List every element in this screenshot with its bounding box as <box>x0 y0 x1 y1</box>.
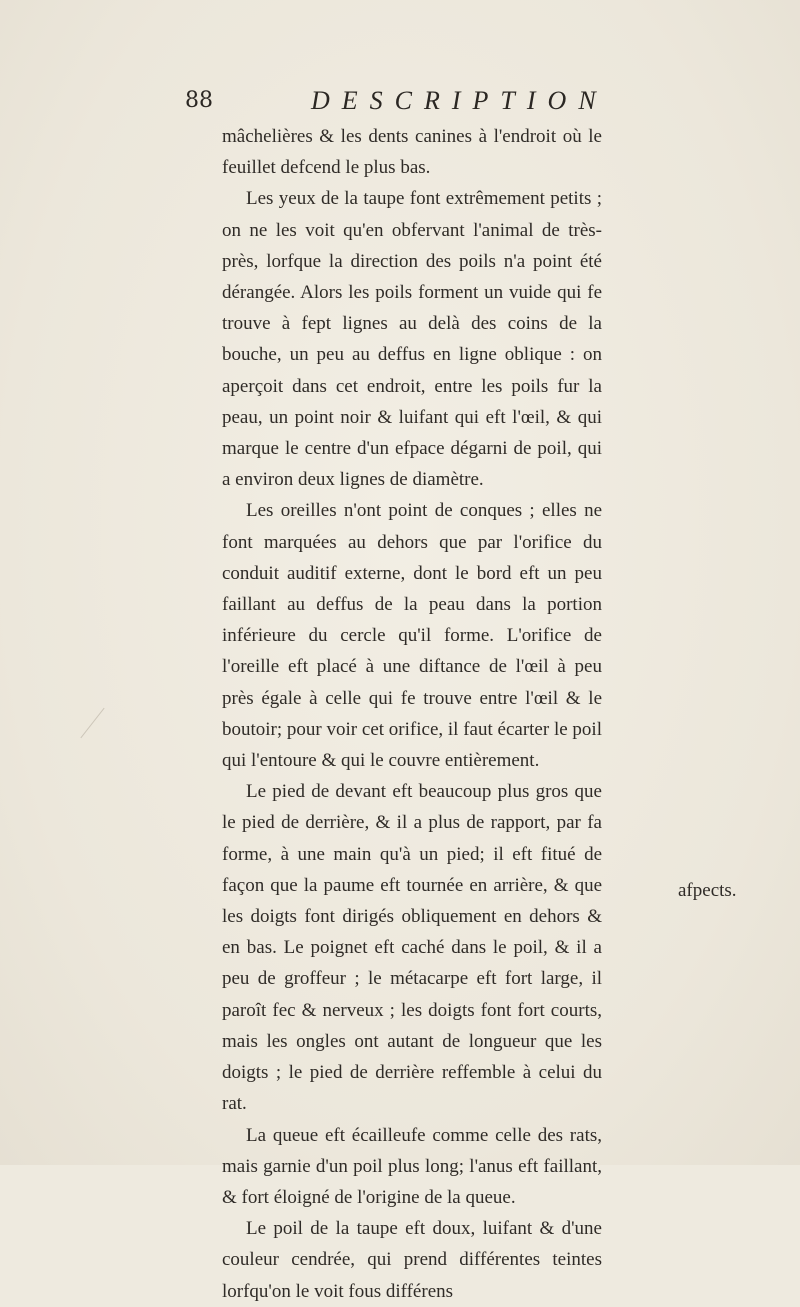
paragraph-fur: Le poil de la taupe eft doux, luifant & d'une couleur cendrée, qui prend différentes teintes lorfqu'on le voit fous différens <box>222 1218 602 1302</box>
paragraph-ears: Les oreilles n'ont point de conques ; elles ne font marquées au dehors que par l'orifice du conduit auditif externe, dont le bord eft un peu faillant au deffus de la peau dans la portion inférieure du cercle qu'il forme. L'orifice de l'oreille eft placé à une diftance de l'œil à peu près égale à celle qui fe trouve entre l'œil & le boutoir; pour voir cet orifice, il faut écarter le poil qui l'entoure & qui le couvre entièrement. <box>222 500 602 772</box>
paragraph-tail: La queue eft écailleufe comme celle des rats, mais garnie d'un poil plus long; l'anus eft faillant, & fort éloigné de l'origine de la queue. <box>222 1124 602 1208</box>
page-number: 88 <box>185 88 213 113</box>
catchword: afpects. <box>678 880 737 901</box>
paragraph-feet: Le pied de devant eft beaucoup plus gros que le pied de derrière, & il a plus de rapport, par fa forme, à une main qu'à un pied; il eft fitué de façon que la paume eft tournée en arrière, & que les doigts font dirigés obliquement en dehors & en bas. Le poignet eft caché dans le poil, & il a peu de groffeur ; le métacarpe eft fort large, il paroît fec & nerveux ; les doigts font fort courts, mais les ongles ont autant de longueur que les doigts ; le pied de derrière reffemble à celui du rat. <box>222 781 602 1115</box>
running-title: DESCRIPTION <box>311 86 608 115</box>
paragraph-eyes: Les yeux de la taupe font extrêmement petits ; on ne les voit qu'en obfervant l'animal de très-près, lorfque la direction des poils n'a point été dérangée. Alors les poils forment un vuide qui fe trouve à fept lignes au delà des coins de la bouche, un peu au deffus en ligne oblique : on aperçoit dans cet endroit, entre les poils fur la peau, un point noir & luifant qui eft l'œil, & qui marque le centre d'un efpace dégarni de poil, qui a environ deux lignes de diamètre. <box>222 188 602 491</box>
paper-mark <box>80 708 104 739</box>
page-header <box>185 88 625 124</box>
paragraph-continued: mâchelières & les dents canines à l'endroit où le feuillet defcend le plus bas. <box>222 126 602 179</box>
body-text <box>222 121 602 1307</box>
